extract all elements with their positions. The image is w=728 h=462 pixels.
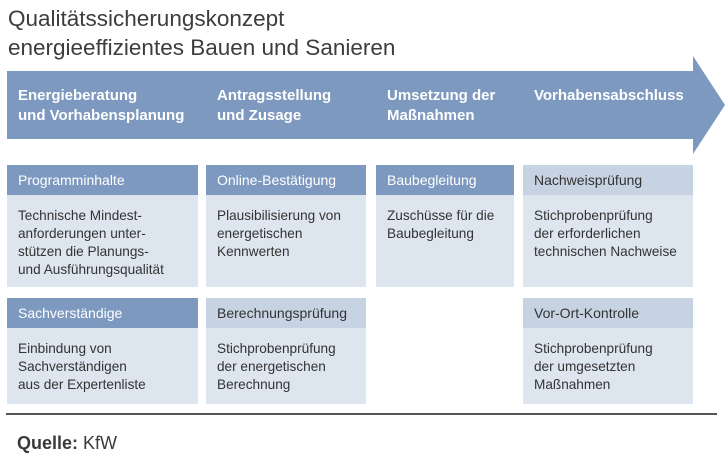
card-body [217,340,360,394]
card-header: Online-Bestätigung [206,165,366,195]
card-body [387,207,508,243]
phase-label: Umsetzung der [387,87,496,104]
card-programminhalte [7,165,198,287]
card-vor-ort-kontrolle [523,298,693,404]
card-line: Einbindung von [18,341,112,356]
phase-umsetzung [387,86,495,126]
card-header: Baubegleitung [376,165,514,195]
card-line: der energetischen [217,359,326,374]
source-note [17,431,117,455]
card-line: Stichprobenprüfung [217,341,336,356]
phase-label: Maßnahmen [387,107,475,124]
card-line: Kennwerten [217,244,290,259]
card-line: Maßnahmen [534,377,611,392]
card-line: Sachverständigen [18,359,127,374]
card-header: Programminhalte [7,165,198,195]
card-online-bestaetigung [206,165,366,287]
card-header: Nachweisprüfung [523,165,693,195]
card-header: Vor-Ort-Kontrolle [523,298,693,328]
card-line: Plausibilisierung von [217,208,341,223]
title-line-1: Qualitätssicherungskonzept [8,6,285,31]
phase-label: und Zusage [217,107,302,124]
card-body [217,207,360,261]
card-line: der erforderlichen [534,226,641,241]
phase-vorhabensabschluss [534,86,684,106]
phase-energieberatung [18,86,184,126]
footer-divider [6,413,717,415]
title-line-2: energieeffizientes Bauen und Sanieren [8,35,396,60]
phase-antragsstellung [217,86,331,126]
card-line: aus der Expertenliste [18,377,146,392]
source-value: KfW [83,433,118,453]
phase-label: Energieberatung [18,87,138,104]
card-line: anforderungen unter- [18,226,146,241]
card-body [534,340,687,394]
source-label: Quelle: [17,433,79,453]
phase-label: Vorhabensabschluss [534,87,684,104]
card-header: Berechnungsprüfung [206,298,366,328]
card-body [18,340,192,394]
card-line: Technische Mindest- [18,208,142,223]
card-line: stützen die Planungs- [18,244,149,259]
card-line: Berechnung [217,377,291,392]
card-body [534,207,687,261]
card-line: energetischen [217,226,303,241]
card-sachverstaendige [7,298,198,404]
card-line: Stichprobenprüfung [534,341,653,356]
card-line: Stichprobenprüfung [534,208,653,223]
phase-label: Antragsstellung [217,87,332,104]
diagram-title [8,4,395,62]
card-line: und Ausführungsqualität [18,262,164,277]
card-header: Sachverständige [7,298,198,328]
card-nachweispruefung [523,165,693,287]
card-line: technischen Nachweise [534,244,677,259]
card-line: Zuschüsse für die [387,208,495,223]
card-line: Baubegleitung [387,226,474,241]
card-berechnungspruefung [206,298,366,404]
phase-label: und Vorhabensplanung [18,107,185,124]
card-line: der umgesetzten [534,359,636,374]
card-baubegleitung [376,165,514,287]
card-body [18,207,192,279]
